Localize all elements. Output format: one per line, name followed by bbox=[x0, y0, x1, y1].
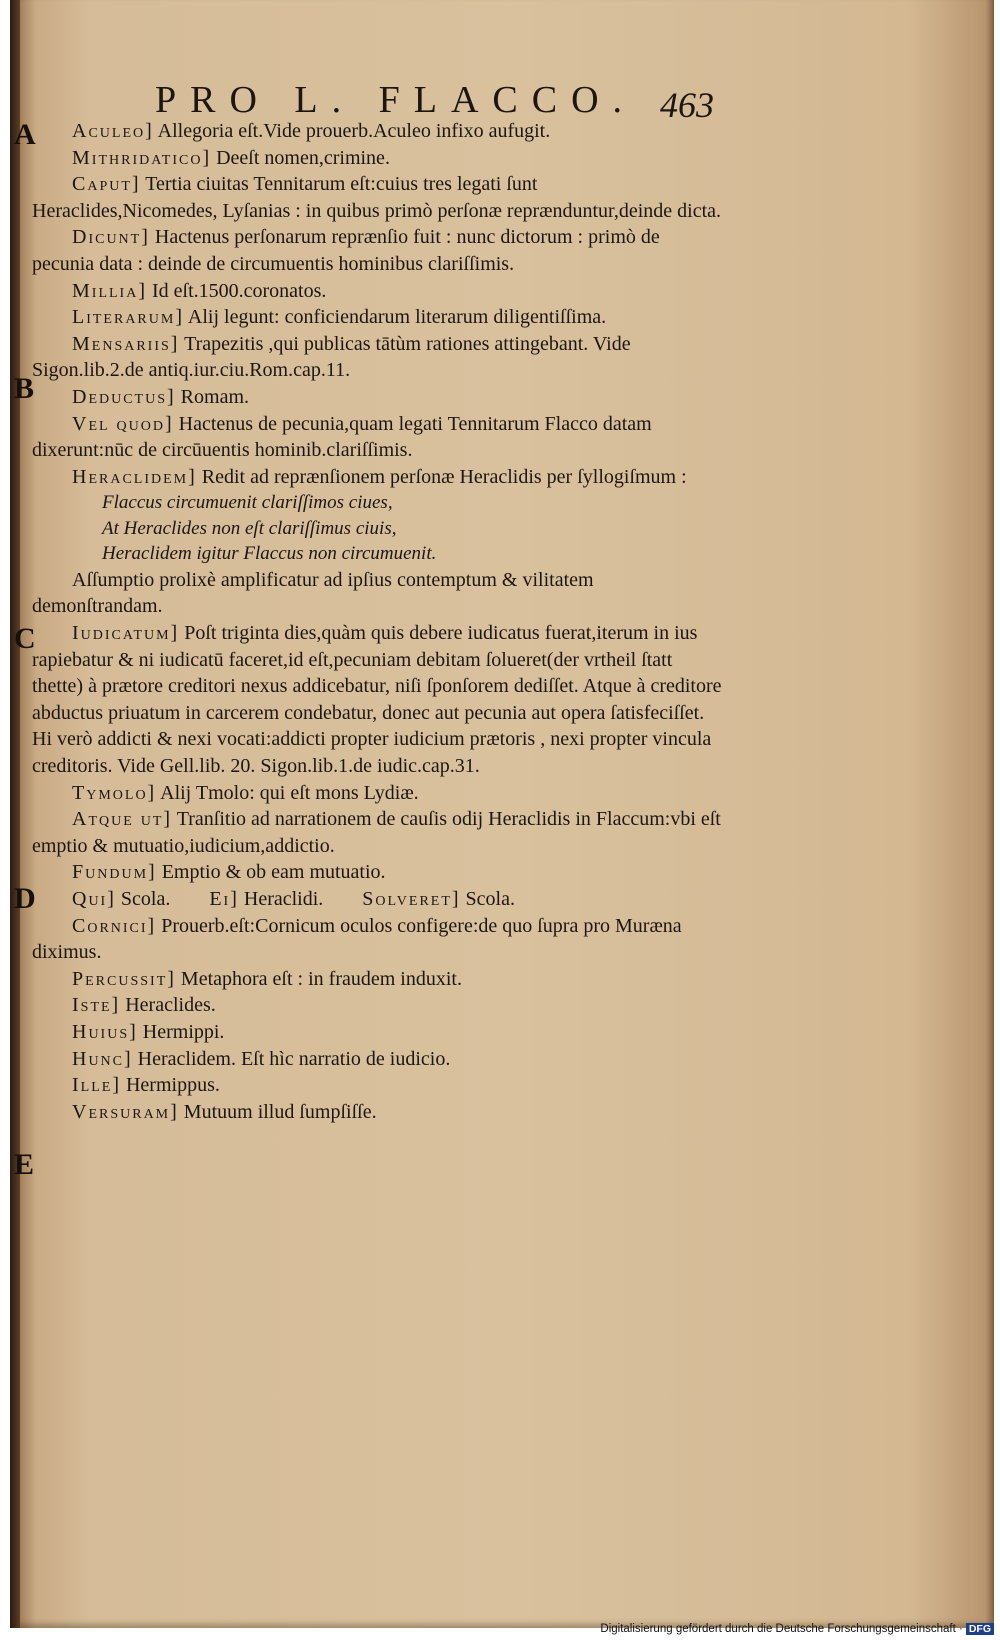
margin-letter-b: B bbox=[14, 372, 35, 405]
note-text: Deeſt nomen,crimine. bbox=[216, 146, 390, 169]
syllogism-line: At Heraclides non eſt clariſſimus ciuis, bbox=[102, 517, 397, 539]
note-text: Poſt triginta dies,quàm quis debere iudicatus fuerat,iterum in ius rapiebatur & ni iudicatū faceret,id eſt,pecuniam debitam ſolueret(der vrtheil ſtatt thette) à prætore creditori nexus addicebatur, niſi ſponſorem dediſſet. Atque à creditore abductus priuatum in carcerem condebatur, donec aut pecunia aut opera ſatisfeciſſet. Hi verò addicti & nexi vocati:addicti propter iudicium prætoris , nexi propter vincula creditoris. Vide Gell.lib. 20. Sigon.lib.1.de iudic.cap.31. bbox=[32, 622, 722, 777]
note-lemma: Ille] bbox=[72, 1074, 121, 1097]
note bbox=[32, 992, 722, 1019]
note-lemma: Qui] bbox=[72, 887, 116, 910]
note bbox=[32, 384, 722, 411]
note-lemma: Mithridatico] bbox=[72, 146, 212, 169]
inline-notes-row bbox=[32, 886, 722, 913]
note-lemma: Mensariis] bbox=[72, 332, 180, 355]
note-lemma: Heraclidem] bbox=[72, 465, 197, 488]
note bbox=[32, 1099, 722, 1126]
note-lemma: Tymolo] bbox=[72, 781, 157, 804]
note-lemma: Atque ut] bbox=[72, 808, 173, 831]
dfg-logo: DFG bbox=[966, 1623, 994, 1635]
note-lemma: Huius] bbox=[72, 1020, 138, 1043]
note-lemma: Literarum] bbox=[72, 306, 184, 329]
note-lemma: Iste] bbox=[72, 994, 121, 1017]
note-text: Heraclidi. bbox=[243, 887, 324, 910]
note bbox=[32, 913, 722, 966]
note-text: Heraclides. bbox=[125, 994, 216, 1017]
margin-letter-e: E bbox=[14, 1148, 35, 1181]
running-head: PRO L. FLACCO. bbox=[155, 79, 637, 121]
syllogism-line: Heraclidem igitur Flaccus non circumuenit. bbox=[102, 543, 437, 565]
note-lemma: Fundum] bbox=[72, 861, 157, 884]
note-text: Scola. bbox=[120, 887, 171, 910]
note-text: Alij Tmolo: qui eſt mons Lydiæ. bbox=[160, 781, 419, 804]
note-text: Hactenus de pecunia,quam legati Tennitarum Flacco datam dixerunt:nūc de circūuentis hominib.clariſſimis. bbox=[32, 412, 652, 462]
note-text: Hermippus. bbox=[125, 1074, 220, 1097]
note-lemma: Deductus] bbox=[72, 385, 176, 408]
assumptio-paragraph: Aſſumptio prolixè amplificatur ad ipſius contemptum & vilitatem demonſtrandam. bbox=[32, 568, 594, 618]
note-text: Hactenus perſonarum reprænſio fuit : nunc dictorum : primò de pecunia data : deinde de circumuentis hominibus clariſſimis. bbox=[32, 226, 660, 275]
digitization-credit bbox=[600, 1623, 994, 1635]
note-text: Redit ad reprænſionem perſonæ Heraclidis per ſyllogiſmum : bbox=[201, 465, 687, 488]
note bbox=[32, 780, 722, 807]
margin-letter-d: D bbox=[14, 882, 36, 915]
note-text: Id eſt.1500.coronatos. bbox=[151, 279, 327, 302]
note-text: Mutuum illud ſumpſiſſe. bbox=[183, 1100, 377, 1123]
note-lemma: Iudicatum] bbox=[72, 622, 180, 644]
commentary-notes bbox=[32, 118, 722, 1125]
book-page bbox=[10, 0, 994, 1628]
note-lemma: Ei] bbox=[209, 887, 239, 910]
credit-text: Digitalisierung gefördert durch die Deutsche Forschungsgemeinschaft · bbox=[600, 1623, 963, 1635]
note-text: Allegoria eſt.Vide prouerb.Aculeo infixo aufugit. bbox=[157, 120, 551, 142]
note-lemma: Percussit] bbox=[72, 967, 176, 990]
page-number: 463 bbox=[660, 85, 714, 125]
note bbox=[32, 966, 722, 993]
margin-letter-c: C bbox=[14, 622, 36, 655]
note-text: Metaphora eſt : in fraudem induxit. bbox=[180, 967, 462, 990]
note bbox=[32, 331, 722, 384]
note-text: Tertia ciuitas Tennitarum eſt:cuius tres legati ſunt Heraclides,Nicomedes, Lyſanias : in quibus primò perſonæ reprænduntur,deinde dicta. bbox=[32, 173, 722, 222]
note bbox=[32, 1072, 722, 1099]
note-lemma: Dicunt] bbox=[72, 226, 150, 249]
note-lemma: Versuram] bbox=[72, 1100, 179, 1123]
note-lemma: Cornici] bbox=[72, 914, 157, 937]
note bbox=[32, 1046, 722, 1073]
note bbox=[32, 620, 722, 780]
note bbox=[32, 224, 722, 277]
note-lemma: Vel quod] bbox=[72, 412, 174, 435]
note bbox=[32, 171, 722, 224]
note-text: Hermippi. bbox=[142, 1020, 225, 1043]
note bbox=[32, 806, 722, 859]
note-lemma: Solveret] bbox=[362, 887, 461, 910]
book-spine bbox=[10, 0, 20, 1628]
note bbox=[32, 1019, 722, 1046]
note bbox=[32, 304, 722, 331]
note bbox=[32, 859, 722, 886]
note-text: Romam. bbox=[180, 385, 250, 408]
note bbox=[32, 464, 722, 491]
note-lemma: Caput] bbox=[72, 173, 141, 196]
note bbox=[32, 411, 722, 464]
note-text: Scola. bbox=[465, 887, 515, 910]
note-lemma: Hunc] bbox=[72, 1047, 133, 1070]
note bbox=[32, 278, 722, 305]
note-text: Trapezitis ,qui publicas tātùm rationes attingebant. Vide Sigon.lib.2.de antiq.iur.ciu.Rom.cap.11. bbox=[32, 332, 631, 382]
note-text: Emptio & ob eam mutuatio. bbox=[161, 861, 386, 884]
note-text: Heraclidem. Eſt hìc narratio de iudicio. bbox=[137, 1047, 451, 1070]
note-text: Tranſitio ad narrationem de cauſis odij Heraclidis in Flaccum:vbi eſt emptio & mutuatio,iudicium,addictio. bbox=[32, 808, 721, 857]
note-text: Prouerb.eſt:Cornicum oculos configere:de quo ſupra pro Muræna diximus. bbox=[32, 914, 682, 964]
note-lemma: Millia] bbox=[72, 279, 147, 302]
note-lemma: Aculeo] bbox=[72, 120, 154, 142]
note bbox=[32, 118, 722, 145]
note bbox=[32, 145, 722, 172]
margin-letter-a: A bbox=[14, 118, 36, 151]
syllogism-line: Flaccus circumuenit clariſſimos ciues, bbox=[102, 492, 393, 514]
note-text: Alij legunt: conficiendarum literarum diligentiſſima. bbox=[187, 306, 607, 329]
